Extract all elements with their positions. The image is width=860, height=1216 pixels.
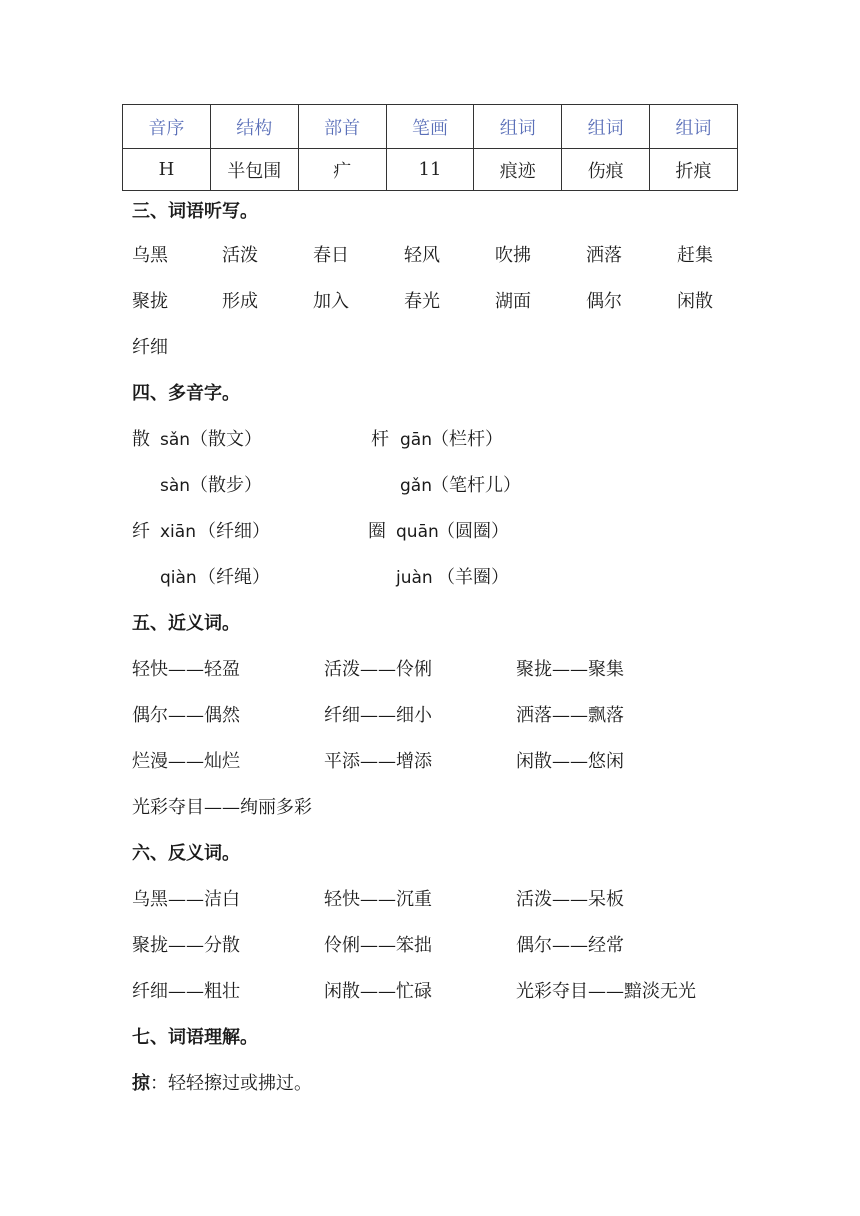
example-word: （笔杆儿） <box>431 475 521 496</box>
list-item: 吹拂 <box>495 245 531 266</box>
synonym-pair: 轻快——轻盈 <box>132 659 240 680</box>
synonym-pair: 闲散——悠闲 <box>516 751 624 772</box>
polyphone-char: 杆 <box>371 429 389 450</box>
synonym-pair: 纤细——细小 <box>324 705 432 726</box>
header-jiegou: 结构 <box>210 105 298 149</box>
pinyin: sǎn <box>160 430 191 450</box>
table-header-row <box>123 105 738 149</box>
section-5-title: 五、近义词。 <box>132 613 240 634</box>
synonym-pair: 烂漫——灿烂 <box>132 751 240 772</box>
pinyin: gān <box>400 430 432 450</box>
example-word: （羊圈） <box>437 567 509 588</box>
list-item: 春光 <box>404 291 440 312</box>
synonym-pair: 偶尔——偶然 <box>132 705 240 726</box>
example-word: （纤绳） <box>198 567 270 588</box>
list-item: 聚拢 <box>132 291 168 312</box>
list-item: 湖面 <box>495 291 531 312</box>
example-word: （散文） <box>190 429 262 450</box>
synonym-pair: 平添——增添 <box>324 751 432 772</box>
header-bihua: 笔画 <box>386 105 474 149</box>
list-item: 加入 <box>313 291 349 312</box>
table-row <box>123 149 738 191</box>
antonym-pair: 纤细——粗壮 <box>132 981 240 1002</box>
pinyin: qiàn <box>160 568 197 588</box>
header-zuci-3: 组词 <box>650 105 738 149</box>
list-item: 春日 <box>313 245 349 266</box>
cell-bihua: 11 <box>386 149 474 191</box>
pinyin: xiān <box>160 522 196 542</box>
section-6-title: 六、反义词。 <box>132 843 240 864</box>
header-bushou: 部首 <box>298 105 386 149</box>
pinyin: gǎn <box>400 476 432 496</box>
antonym-pair: 轻快——沉重 <box>324 889 432 910</box>
antonym-pair: 光彩夺目——黯淡无光 <box>516 981 696 1002</box>
synonym-pair: 聚拢——聚集 <box>516 659 624 680</box>
list-item: 偶尔 <box>586 291 622 312</box>
cell-bushou: 疒 <box>298 149 386 191</box>
antonym-pair: 伶俐——笨拙 <box>324 935 432 956</box>
antonym-pair: 偶尔——经常 <box>516 935 624 956</box>
section-3-title: 三、词语听写。 <box>132 201 258 222</box>
polyphone-char: 散 <box>132 429 150 450</box>
list-item: 乌黑 <box>132 245 168 266</box>
list-item: 活泼 <box>222 245 258 266</box>
antonym-pair: 聚拢——分散 <box>132 935 240 956</box>
section-7-title: 七、词语理解。 <box>132 1027 258 1048</box>
definition-line <box>132 1072 312 1096</box>
polyphone-char: 纤 <box>132 521 150 542</box>
polyphone-char: 圈 <box>368 521 386 542</box>
cell-zuci-1: 痕迹 <box>474 149 562 191</box>
list-item: 纤细 <box>132 337 168 358</box>
defined-term: 掠 <box>132 1073 150 1094</box>
header-zuci-1: 组词 <box>474 105 562 149</box>
cell-zuci-3: 折痕 <box>650 149 738 191</box>
list-item: 赶集 <box>677 245 713 266</box>
list-item: 闲散 <box>677 291 713 312</box>
header-zuci-2: 组词 <box>562 105 650 149</box>
pinyin: juàn <box>396 568 433 588</box>
synonym-pair: 光彩夺目——绚丽多彩 <box>132 797 312 818</box>
synonym-pair: 活泼——伶俐 <box>324 659 432 680</box>
header-yinxu: 音序 <box>123 105 211 149</box>
example-word: （散步） <box>190 475 262 496</box>
antonym-pair: 乌黑——洁白 <box>132 889 240 910</box>
synonym-pair: 洒落——飘落 <box>516 705 624 726</box>
list-item: 形成 <box>222 291 258 312</box>
antonym-pair: 活泼——呆板 <box>516 889 624 910</box>
example-word: （纤细） <box>198 521 270 542</box>
definition-text: ：轻轻擦过或拂过。 <box>150 1073 312 1094</box>
character-info-table <box>122 104 738 191</box>
section-4-title: 四、多音字。 <box>132 383 240 404</box>
cell-yinxu: H <box>123 149 211 191</box>
cell-jiegou: 半包围 <box>210 149 298 191</box>
list-item: 洒落 <box>586 245 622 266</box>
pinyin: sàn <box>160 476 191 496</box>
pinyin: quān <box>396 522 439 542</box>
example-word: （栏杆） <box>431 429 503 450</box>
antonym-pair: 闲散——忙碌 <box>324 981 432 1002</box>
list-item: 轻风 <box>404 245 440 266</box>
cell-zuci-2: 伤痕 <box>562 149 650 191</box>
example-word: （圆圈） <box>437 521 509 542</box>
